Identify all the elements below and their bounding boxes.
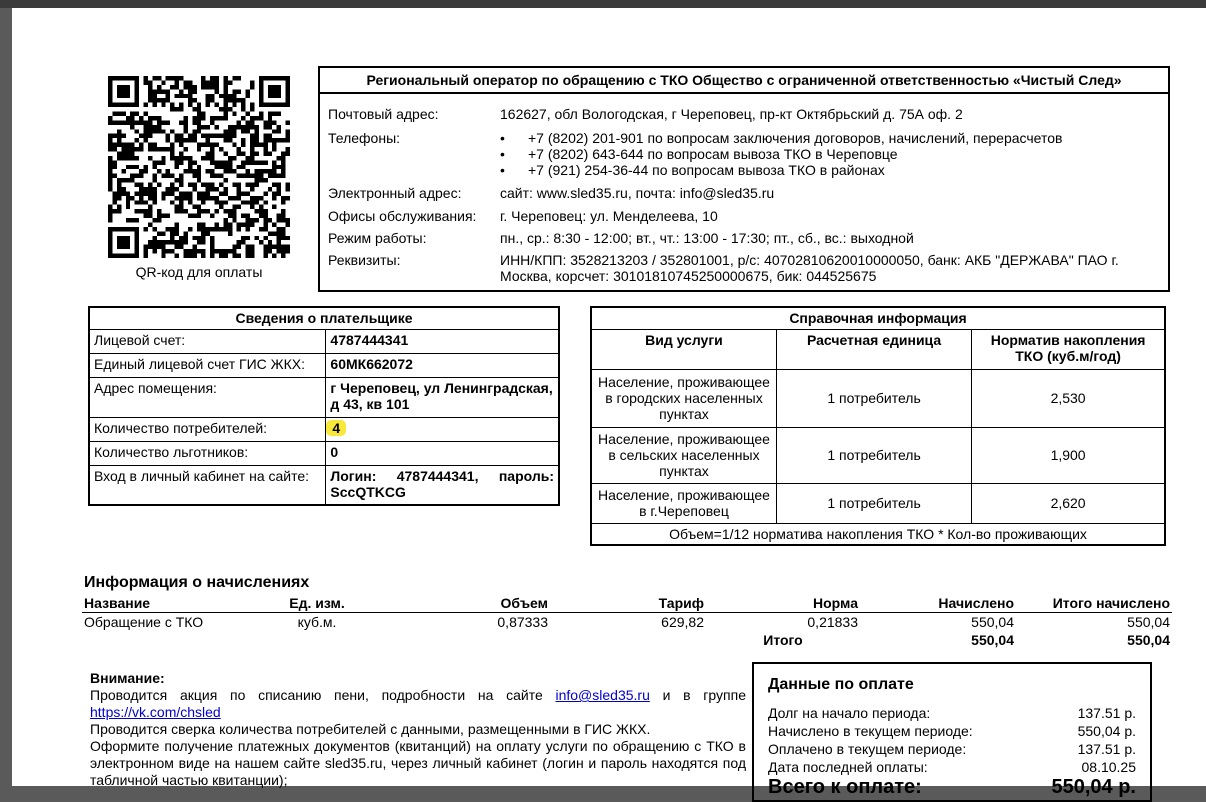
payment-total-value: 550,04 р. [1051, 776, 1136, 798]
totals-label: Итого [763, 632, 803, 648]
offices-label: Офисы обслуживания: [328, 208, 477, 224]
col-header-norm: Норматив накопления ТКО (куб.м/год) [972, 329, 1165, 369]
qr-code-image [108, 76, 290, 258]
norm-cell: 1,900 [972, 427, 1165, 483]
operator-info-box [318, 66, 1170, 292]
service-cell: Население, проживающее в сельских населенных пунктах [591, 427, 776, 483]
hours-value: пн., ср.: 8:30 - 12:00; вт., чт.: 13:00 - 17:30; пт., сб., вс.: выходной [500, 230, 914, 246]
payer-info-table [88, 306, 560, 506]
table-row [89, 353, 559, 377]
table-row [89, 329, 559, 353]
phone-item: • +7 (8202) 643-644 по вопросам вывоза ТКО в Череповце [500, 146, 1062, 162]
consumers-count-highlight: 4 [326, 420, 346, 436]
requisites-line: ИНН/КПП: 3528213203 / 352801001, р/с: 40702810620010000050, банк: АКБ "ДЕРЖАВА" ПАО г. [500, 252, 1119, 268]
payment-label: Оплачено в текущем периоде: [768, 741, 967, 757]
login-info: Логин: 4787444341, пароль: SccQTKCG [326, 465, 559, 505]
table-row [591, 427, 1165, 483]
charge-total: 550,04 [1127, 614, 1170, 630]
account-number: 4787444341 [326, 329, 559, 353]
attention-paragraph: Проводится сверка количества потребителей с данными, размещенными в ГИС ЖКХ. [90, 721, 651, 737]
charge-tariff: 629,82 [661, 614, 704, 630]
table-row [591, 369, 1165, 427]
unit-cell: 1 потребитель [776, 427, 971, 483]
phone-item: • +7 (8202) 201-901 по вопросам заключения договоров, начислений, перерасчетов [500, 130, 1062, 146]
payment-total-label: Всего к оплате: [768, 776, 922, 798]
payment-row [768, 722, 1136, 740]
service-cell: Население, проживающее в городских населенных пунктах [591, 369, 776, 427]
qr-caption: QR-код для оплаты [135, 264, 263, 280]
vk-group-link[interactable]: https://vk.com/chsled [90, 704, 221, 720]
address-value: г Череповец, ул Ленинградская, д 43, кв 101 [326, 377, 559, 417]
col-header-tariff: Тариф [550, 594, 706, 613]
row-label: Количество льготников: [89, 441, 326, 465]
attention-block [90, 670, 746, 789]
table-row [89, 417, 559, 441]
totals-row [82, 631, 1172, 649]
table-header-row [82, 594, 1172, 613]
row-label: Количество потребителей: [89, 417, 326, 441]
charge-name: Обращение с ТКО [84, 614, 204, 630]
payment-data-box [752, 662, 1152, 802]
hours-label: Режим работы: [328, 230, 427, 246]
service-cell: Население, проживающее в г.Череповец [591, 483, 776, 523]
charge-norm: 0,21833 [807, 614, 858, 630]
col-header-unit: Расчетная единица [776, 329, 971, 369]
attention-paragraph: Оформите получение платежных документов (квитанций) на оплату услуги по обращению с ТКО в электронном виде на нашем сайте sled35.ru, через личный кабинет (логин и пароль находятся под табличной частью квитанции); [90, 738, 746, 788]
email-link[interactable]: info@sled35.ru [555, 687, 650, 703]
payment-row [768, 740, 1136, 758]
phones-list [500, 130, 1062, 178]
totals-charged: 550,04 [971, 632, 1014, 648]
payment-title: Данные по оплате [768, 676, 914, 693]
unit-cell: 1 потребитель [776, 369, 971, 427]
payment-value: 550,04 р. [1077, 723, 1136, 739]
table-row [89, 441, 559, 465]
email-value: сайт: www.sled35.ru, почта: info@sled35.ru [500, 185, 775, 201]
payment-label: Начислено в текущем периоде: [768, 723, 973, 739]
consumers-count-cell [326, 417, 559, 441]
email-label: Электронный адрес: [328, 185, 462, 201]
charge-unit: куб.м. [297, 614, 337, 630]
phone-item: • +7 (921) 254-36-44 по вопросам вывоза ТКО в районах [500, 162, 1062, 178]
row-label: Лицевой счет: [89, 329, 326, 353]
table-row [89, 465, 559, 505]
reference-title: Справочная информация [591, 307, 1165, 329]
totals-sum: 550,04 [1127, 632, 1170, 648]
table-row [82, 613, 1172, 632]
operator-title: Региональный оператор по обращению с ТКО Общество с ограниченной ответственностью «Чистый След» [320, 68, 1168, 94]
payment-row [768, 758, 1136, 776]
payment-row [768, 704, 1136, 722]
unit-cell: 1 потребитель [776, 483, 971, 523]
norm-cell: 2,620 [972, 483, 1165, 523]
document-page [12, 8, 1206, 798]
postal-value: 162627, обл Вологодская, г Череповец, пр-кт Октябрьский д. 75А оф. 2 [500, 106, 963, 122]
row-label: Единый лицевой счет ГИС ЖКХ: [89, 353, 326, 377]
payment-value: 08.10.25 [1081, 759, 1136, 775]
charge-volume: 0,87333 [497, 614, 548, 630]
row-label: Адрес помещения: [89, 377, 326, 417]
payment-value: 137.51 р. [1077, 705, 1136, 721]
payment-label: Долг на начало периода: [768, 705, 931, 721]
col-header-volume: Объем [380, 594, 550, 613]
col-header-norm: Норма [706, 594, 860, 613]
reference-info-table [590, 306, 1166, 546]
col-header-unit: Ед. изм. [254, 594, 380, 613]
requisites-value [500, 252, 1119, 284]
col-header-total: Итого начислено [1016, 594, 1172, 613]
norm-cell: 2,530 [972, 369, 1165, 427]
table-row [89, 377, 559, 417]
row-label: Вход в личный кабинет на сайте: [89, 465, 326, 505]
charge-charged: 550,04 [971, 614, 1014, 630]
table-row [591, 483, 1165, 523]
payment-label: Дата последней оплаты: [768, 759, 928, 775]
postal-label: Почтовый адрес: [328, 106, 439, 122]
payer-title: Сведения о плательщике [89, 307, 559, 329]
beneficiaries-count: 0 [326, 441, 559, 465]
viewer-top-bar [0, 0, 1206, 8]
attention-paragraph [90, 687, 746, 721]
charges-title: Информация о начислениях [84, 574, 310, 591]
col-header-name: Название [82, 594, 254, 613]
offices-value: г. Череповец: ул. Менделеева, 10 [500, 208, 718, 224]
attention-text: и в группе [649, 687, 746, 703]
payment-total-row [768, 778, 1136, 796]
charges-table [82, 594, 1172, 649]
requisites-label: Реквизиты: [328, 252, 401, 268]
gis-account: 60МК662072 [326, 353, 559, 377]
phones-label: Телефоны: [328, 130, 401, 146]
col-header-charged: Начислено [860, 594, 1016, 613]
reference-footer: Объем=1/12 норматива накопления ТКО * Кол-во проживающих [591, 523, 1165, 545]
payment-value: 137.51 р. [1077, 741, 1136, 757]
attention-title: Внимание: [90, 670, 165, 686]
col-header-service: Вид услуги [591, 329, 776, 369]
requisites-line: Москва, корсчет: 30101810745250000675, бик: 044525675 [500, 268, 877, 284]
attention-text: Проводится акция по списанию пени, подробности на сайте [90, 687, 556, 703]
